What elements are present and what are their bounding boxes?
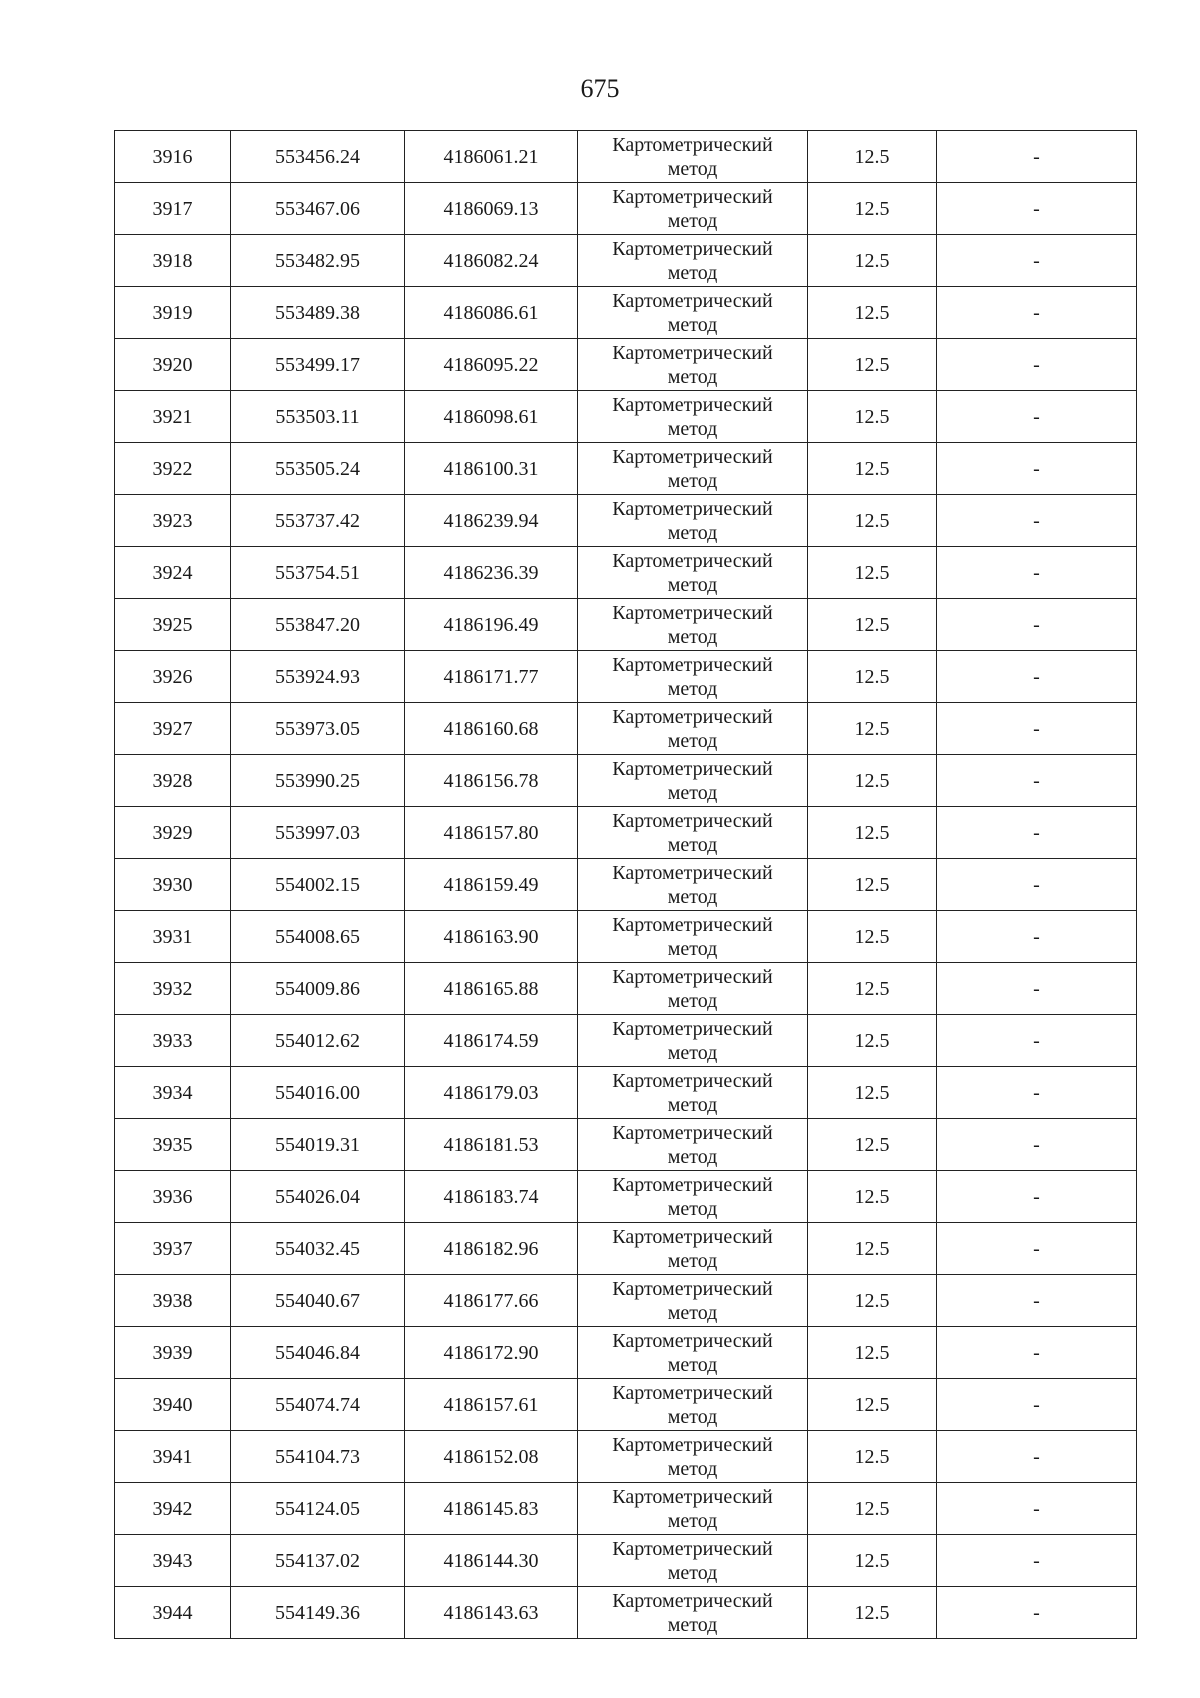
note-cell: -	[937, 911, 1137, 963]
method-line-2: метод	[667, 573, 718, 596]
y-coordinate-cell: 4186160.68	[405, 703, 578, 755]
method-cell	[578, 235, 808, 287]
method-line-1: Картометрический	[612, 861, 773, 884]
method-line-1: Картометрический	[612, 497, 773, 520]
x-coordinate-cell: 554124.05	[231, 1483, 405, 1535]
point-number-cell: 3922	[115, 443, 231, 495]
method-line-1: Картометрический	[612, 601, 773, 624]
note-cell: -	[937, 1379, 1137, 1431]
y-coordinate-cell: 4186095.22	[405, 339, 578, 391]
x-coordinate-cell: 553505.24	[231, 443, 405, 495]
table-row	[115, 183, 1137, 235]
table-row	[115, 131, 1137, 183]
method-line-2: метод	[667, 1249, 718, 1272]
note-cell: -	[937, 443, 1137, 495]
x-coordinate-cell: 554012.62	[231, 1015, 405, 1067]
point-number-cell: 3930	[115, 859, 231, 911]
note-cell: -	[937, 1015, 1137, 1067]
point-number-cell: 3933	[115, 1015, 231, 1067]
accuracy-cell: 12.5	[808, 651, 937, 703]
table-row	[115, 1431, 1137, 1483]
method-line-2: метод	[667, 625, 718, 648]
accuracy-cell: 12.5	[808, 1587, 937, 1639]
x-coordinate-cell: 553467.06	[231, 183, 405, 235]
table-row	[115, 287, 1137, 339]
table-row	[115, 1119, 1137, 1171]
table-row	[115, 911, 1137, 963]
y-coordinate-cell: 4186179.03	[405, 1067, 578, 1119]
method-cell	[578, 651, 808, 703]
point-number-cell: 3942	[115, 1483, 231, 1535]
y-coordinate-cell: 4186174.59	[405, 1015, 578, 1067]
accuracy-cell: 12.5	[808, 287, 937, 339]
method-line-1: Картометрический	[612, 393, 773, 416]
method-line-1: Картометрический	[612, 1225, 773, 1248]
accuracy-cell: 12.5	[808, 911, 937, 963]
table-row	[115, 599, 1137, 651]
y-coordinate-cell: 4186172.90	[405, 1327, 578, 1379]
table-row	[115, 651, 1137, 703]
method-line-2: метод	[667, 1561, 718, 1584]
table-row	[115, 1327, 1137, 1379]
accuracy-cell: 12.5	[808, 547, 937, 599]
method-line-2: метод	[667, 209, 718, 232]
method-cell	[578, 599, 808, 651]
y-coordinate-cell: 4186163.90	[405, 911, 578, 963]
method-cell	[578, 1379, 808, 1431]
table-row	[115, 235, 1137, 287]
x-coordinate-cell: 554149.36	[231, 1587, 405, 1639]
table-row	[115, 859, 1137, 911]
method-line-1: Картометрический	[612, 185, 773, 208]
x-coordinate-cell: 553754.51	[231, 547, 405, 599]
y-coordinate-cell: 4186171.77	[405, 651, 578, 703]
note-cell: -	[937, 1119, 1137, 1171]
accuracy-cell: 12.5	[808, 339, 937, 391]
accuracy-cell: 12.5	[808, 1119, 937, 1171]
note-cell: -	[937, 807, 1137, 859]
y-coordinate-cell: 4186156.78	[405, 755, 578, 807]
y-coordinate-cell: 4186152.08	[405, 1431, 578, 1483]
table-row	[115, 1379, 1137, 1431]
method-cell	[578, 131, 808, 183]
table-row	[115, 703, 1137, 755]
point-number-cell: 3925	[115, 599, 231, 651]
method-cell	[578, 1327, 808, 1379]
accuracy-cell: 12.5	[808, 1015, 937, 1067]
y-coordinate-cell: 4186236.39	[405, 547, 578, 599]
method-cell	[578, 807, 808, 859]
method-line-1: Картометрический	[612, 913, 773, 936]
table-row	[115, 1015, 1137, 1067]
note-cell: -	[937, 599, 1137, 651]
note-cell: -	[937, 1431, 1137, 1483]
note-cell: -	[937, 1483, 1137, 1535]
point-number-cell: 3924	[115, 547, 231, 599]
method-line-2: метод	[667, 1093, 718, 1116]
note-cell: -	[937, 963, 1137, 1015]
table-row	[115, 1483, 1137, 1535]
accuracy-cell: 12.5	[808, 131, 937, 183]
method-cell	[578, 859, 808, 911]
accuracy-cell: 12.5	[808, 807, 937, 859]
table-row	[115, 1223, 1137, 1275]
point-number-cell: 3937	[115, 1223, 231, 1275]
note-cell: -	[937, 755, 1137, 807]
y-coordinate-cell: 4186177.66	[405, 1275, 578, 1327]
table-row	[115, 807, 1137, 859]
point-number-cell: 3934	[115, 1067, 231, 1119]
x-coordinate-cell: 554032.45	[231, 1223, 405, 1275]
method-line-2: метод	[667, 729, 718, 752]
method-line-2: метод	[667, 365, 718, 388]
x-coordinate-cell: 554009.86	[231, 963, 405, 1015]
method-line-1: Картометрический	[612, 653, 773, 676]
point-number-cell: 3917	[115, 183, 231, 235]
point-number-cell: 3927	[115, 703, 231, 755]
table-row	[115, 755, 1137, 807]
method-line-1: Картометрический	[612, 705, 773, 728]
method-cell	[578, 1015, 808, 1067]
x-coordinate-cell: 553489.38	[231, 287, 405, 339]
method-cell	[578, 1431, 808, 1483]
note-cell: -	[937, 1275, 1137, 1327]
note-cell: -	[937, 1067, 1137, 1119]
method-line-2: метод	[667, 261, 718, 284]
note-cell: -	[937, 235, 1137, 287]
y-coordinate-cell: 4186157.61	[405, 1379, 578, 1431]
method-line-2: метод	[667, 1457, 718, 1480]
point-number-cell: 3941	[115, 1431, 231, 1483]
table-row	[115, 547, 1137, 599]
method-cell	[578, 339, 808, 391]
y-coordinate-cell: 4186165.88	[405, 963, 578, 1015]
note-cell: -	[937, 495, 1137, 547]
method-line-2: метод	[667, 1301, 718, 1324]
method-line-2: метод	[667, 1041, 718, 1064]
y-coordinate-cell: 4186086.61	[405, 287, 578, 339]
x-coordinate-cell: 554008.65	[231, 911, 405, 963]
table-row	[115, 1171, 1137, 1223]
accuracy-cell: 12.5	[808, 703, 937, 755]
point-number-cell: 3916	[115, 131, 231, 183]
note-cell: -	[937, 703, 1137, 755]
method-cell	[578, 1275, 808, 1327]
method-line-1: Картометрический	[612, 133, 773, 156]
method-line-2: метод	[667, 677, 718, 700]
note-cell: -	[937, 651, 1137, 703]
method-line-1: Картометрический	[612, 1329, 773, 1352]
page-number: 675	[580, 74, 620, 103]
method-cell	[578, 911, 808, 963]
y-coordinate-cell: 4186159.49	[405, 859, 578, 911]
accuracy-cell: 12.5	[808, 391, 937, 443]
method-cell	[578, 1119, 808, 1171]
x-coordinate-cell: 553997.03	[231, 807, 405, 859]
method-line-2: метод	[667, 313, 718, 336]
table-row	[115, 1275, 1137, 1327]
accuracy-cell: 12.5	[808, 1535, 937, 1587]
method-line-2: метод	[667, 1405, 718, 1428]
accuracy-cell: 12.5	[808, 859, 937, 911]
method-line-2: метод	[667, 417, 718, 440]
note-cell: -	[937, 391, 1137, 443]
note-cell: -	[937, 183, 1137, 235]
x-coordinate-cell: 553973.05	[231, 703, 405, 755]
method-line-1: Картометрический	[612, 341, 773, 364]
method-line-1: Картометрический	[612, 237, 773, 260]
method-line-2: метод	[667, 1613, 718, 1636]
y-coordinate-cell: 4186144.30	[405, 1535, 578, 1587]
accuracy-cell: 12.5	[808, 599, 937, 651]
y-coordinate-cell: 4186061.21	[405, 131, 578, 183]
method-line-1: Картометрический	[612, 1121, 773, 1144]
x-coordinate-cell: 554104.73	[231, 1431, 405, 1483]
note-cell: -	[937, 339, 1137, 391]
point-number-cell: 3920	[115, 339, 231, 391]
method-cell	[578, 1223, 808, 1275]
y-coordinate-cell: 4186145.83	[405, 1483, 578, 1535]
method-line-2: метод	[667, 989, 718, 1012]
x-coordinate-cell: 553737.42	[231, 495, 405, 547]
x-coordinate-cell: 553503.11	[231, 391, 405, 443]
y-coordinate-cell: 4186181.53	[405, 1119, 578, 1171]
point-number-cell: 3919	[115, 287, 231, 339]
point-number-cell: 3926	[115, 651, 231, 703]
method-cell	[578, 443, 808, 495]
method-line-1: Картометрический	[612, 1381, 773, 1404]
method-line-1: Картометрический	[612, 1017, 773, 1040]
note-cell: -	[937, 287, 1137, 339]
accuracy-cell: 12.5	[808, 1379, 937, 1431]
method-cell	[578, 963, 808, 1015]
note-cell: -	[937, 131, 1137, 183]
table-row	[115, 443, 1137, 495]
y-coordinate-cell: 4186239.94	[405, 495, 578, 547]
method-line-2: метод	[667, 937, 718, 960]
x-coordinate-cell: 553456.24	[231, 131, 405, 183]
point-number-cell: 3936	[115, 1171, 231, 1223]
method-line-1: Картометрический	[612, 1537, 773, 1560]
method-line-2: метод	[667, 1509, 718, 1532]
method-line-1: Картометрический	[612, 1589, 773, 1612]
y-coordinate-cell: 4186183.74	[405, 1171, 578, 1223]
x-coordinate-cell: 554137.02	[231, 1535, 405, 1587]
table-row	[115, 963, 1137, 1015]
y-coordinate-cell: 4186069.13	[405, 183, 578, 235]
method-line-1: Картометрический	[612, 1433, 773, 1456]
method-line-1: Картометрический	[612, 1069, 773, 1092]
x-coordinate-cell: 553847.20	[231, 599, 405, 651]
method-cell	[578, 1171, 808, 1223]
method-cell	[578, 391, 808, 443]
y-coordinate-cell: 4186143.63	[405, 1587, 578, 1639]
method-line-1: Картометрический	[612, 809, 773, 832]
method-line-1: Картометрический	[612, 965, 773, 988]
point-number-cell: 3939	[115, 1327, 231, 1379]
note-cell: -	[937, 1327, 1137, 1379]
x-coordinate-cell: 553499.17	[231, 339, 405, 391]
x-coordinate-cell: 554026.04	[231, 1171, 405, 1223]
y-coordinate-cell: 4186182.96	[405, 1223, 578, 1275]
accuracy-cell: 12.5	[808, 495, 937, 547]
accuracy-cell: 12.5	[808, 1483, 937, 1535]
method-line-2: метод	[667, 885, 718, 908]
method-line-2: метод	[667, 1145, 718, 1168]
method-line-2: метод	[667, 521, 718, 544]
point-number-cell: 3932	[115, 963, 231, 1015]
accuracy-cell: 12.5	[808, 235, 937, 287]
accuracy-cell: 12.5	[808, 1431, 937, 1483]
x-coordinate-cell: 553990.25	[231, 755, 405, 807]
note-cell: -	[937, 1223, 1137, 1275]
note-cell: -	[937, 547, 1137, 599]
point-number-cell: 3928	[115, 755, 231, 807]
method-cell	[578, 1067, 808, 1119]
method-cell	[578, 183, 808, 235]
point-number-cell: 3940	[115, 1379, 231, 1431]
method-line-1: Картометрический	[612, 549, 773, 572]
accuracy-cell: 12.5	[808, 1275, 937, 1327]
method-cell	[578, 287, 808, 339]
point-number-cell: 3921	[115, 391, 231, 443]
coordinates-table	[114, 130, 1137, 1639]
accuracy-cell: 12.5	[808, 1171, 937, 1223]
y-coordinate-cell: 4186100.31	[405, 443, 578, 495]
method-line-2: метод	[667, 469, 718, 492]
method-cell	[578, 1587, 808, 1639]
table-row	[115, 1067, 1137, 1119]
x-coordinate-cell: 554074.74	[231, 1379, 405, 1431]
accuracy-cell: 12.5	[808, 1223, 937, 1275]
method-line-2: метод	[667, 1353, 718, 1376]
method-cell	[578, 1483, 808, 1535]
table-row	[115, 391, 1137, 443]
x-coordinate-cell: 553924.93	[231, 651, 405, 703]
point-number-cell: 3944	[115, 1587, 231, 1639]
note-cell: -	[937, 1535, 1137, 1587]
accuracy-cell: 12.5	[808, 1067, 937, 1119]
method-line-2: метод	[667, 157, 718, 180]
point-number-cell: 3929	[115, 807, 231, 859]
y-coordinate-cell: 4186082.24	[405, 235, 578, 287]
method-line-2: метод	[667, 833, 718, 856]
point-number-cell: 3931	[115, 911, 231, 963]
point-number-cell: 3923	[115, 495, 231, 547]
method-line-1: Картометрический	[612, 1173, 773, 1196]
point-number-cell: 3935	[115, 1119, 231, 1171]
point-number-cell: 3943	[115, 1535, 231, 1587]
table-row	[115, 339, 1137, 391]
x-coordinate-cell: 554046.84	[231, 1327, 405, 1379]
y-coordinate-cell: 4186098.61	[405, 391, 578, 443]
x-coordinate-cell: 553482.95	[231, 235, 405, 287]
method-line-1: Картометрический	[612, 1485, 773, 1508]
note-cell: -	[937, 1587, 1137, 1639]
x-coordinate-cell: 554019.31	[231, 1119, 405, 1171]
method-cell	[578, 547, 808, 599]
accuracy-cell: 12.5	[808, 963, 937, 1015]
table-row	[115, 495, 1137, 547]
x-coordinate-cell: 554016.00	[231, 1067, 405, 1119]
method-line-1: Картометрический	[612, 1277, 773, 1300]
x-coordinate-cell: 554040.67	[231, 1275, 405, 1327]
y-coordinate-cell: 4186196.49	[405, 599, 578, 651]
note-cell: -	[937, 1171, 1137, 1223]
x-coordinate-cell: 554002.15	[231, 859, 405, 911]
accuracy-cell: 12.5	[808, 443, 937, 495]
method-cell	[578, 495, 808, 547]
method-cell	[578, 755, 808, 807]
y-coordinate-cell: 4186157.80	[405, 807, 578, 859]
method-cell	[578, 703, 808, 755]
table-row	[115, 1587, 1137, 1639]
method-line-2: метод	[667, 781, 718, 804]
method-line-1: Картометрический	[612, 757, 773, 780]
point-number-cell: 3938	[115, 1275, 231, 1327]
table-row	[115, 1535, 1137, 1587]
accuracy-cell: 12.5	[808, 755, 937, 807]
accuracy-cell: 12.5	[808, 183, 937, 235]
method-cell	[578, 1535, 808, 1587]
table-body	[115, 131, 1137, 1639]
point-number-cell: 3918	[115, 235, 231, 287]
note-cell: -	[937, 859, 1137, 911]
method-line-1: Картометрический	[612, 289, 773, 312]
accuracy-cell: 12.5	[808, 1327, 937, 1379]
method-line-1: Картометрический	[612, 445, 773, 468]
method-line-2: метод	[667, 1197, 718, 1220]
